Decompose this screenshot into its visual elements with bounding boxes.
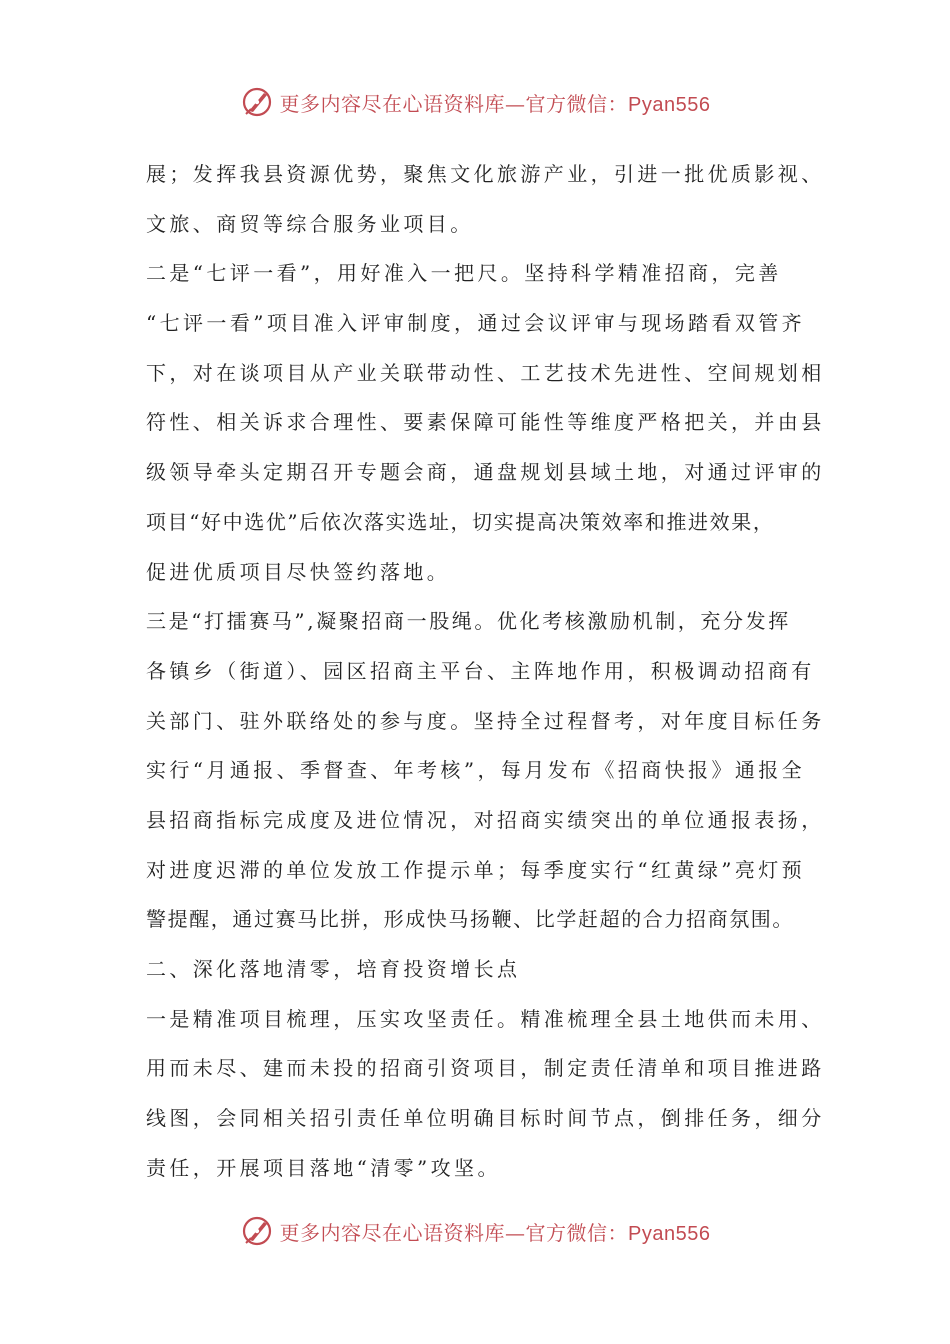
body-line: 展；发挥我县资源优势，聚焦文化旅游产业，引进一批优质影视、	[146, 162, 825, 186]
body-line: 一是精准项目梳理，压实攻坚责任。精准梳理全县土地供而未用、	[146, 1006, 825, 1031]
body-line: 责任，开展项目落地“清零”攻坚。	[146, 1155, 501, 1180]
quill-pen-logo-icon	[240, 1214, 274, 1248]
body-line: 县招商指标完成度及进位情况，对招商实绩突出的单位通报表扬，	[146, 807, 825, 832]
body-line: 促进优质项目尽快签约落地。	[146, 559, 451, 584]
body-line: 线图，会同相关招引责任单位明确目标时间节点，倒排任务，细分	[146, 1106, 825, 1131]
body-line: “七评一看”项目准入评审制度，通过会议评审与现场踏看双管齐	[146, 311, 806, 336]
header-banner	[0, 82, 950, 122]
body-line: 下，对在谈项目从产业关联带动性、工艺技术先进性、空间规划相	[146, 360, 825, 385]
body-line: 三是“打擂赛马”,凝聚招商一股绳。优化考核激励机制，充分发挥	[146, 609, 791, 634]
body-line: 用而未尽、建而未投的招商引资项目，制定责任清单和项目推进路	[146, 1056, 825, 1081]
body-line: 文旅、商贸等综合服务业项目。	[146, 211, 474, 236]
footer-banner	[0, 1211, 950, 1251]
body-line: 级领导牵头定期召开专题会商，通盘规划县域土地，对通过评审的	[146, 460, 825, 485]
section-heading: 二、深化落地清零，培育投资增长点	[146, 957, 521, 981]
body-line: 二是“七评一看”，用好准入一把尺。坚持科学精准招商，完善	[146, 261, 782, 286]
quill-pen-logo-icon	[240, 85, 274, 119]
body-line: 对进度迟滞的单位发放工作提示单；每季度实行“红黄绿”亮灯预	[146, 857, 806, 882]
banner-text: 更多内容尽在心语资料库—官方微信：Pyan556	[279, 1220, 711, 1245]
body-line: 符性、相关诉求合理性、要素保障可能性等维度严格把关，并由县	[146, 410, 825, 435]
body-line: 警提醒，通过赛马比拼，形成快马扬鞭、比学赶超的合力招商氛围。	[146, 907, 794, 932]
body-line: 项目“好中选优”后依次落实选址，切实提高决策效率和推进效果，	[146, 509, 775, 534]
body-line: 实行“月通报、季督查、年考核”，每月发布《招商快报》通报全	[146, 758, 806, 783]
banner-text: 更多内容尽在心语资料库—官方微信：Pyan556	[279, 91, 711, 116]
document-body	[146, 150, 825, 1193]
body-line: 各镇乡（街道）、园区招商主平台、主阵地作用，积极调动招商有	[146, 658, 815, 683]
wechat-id: Pyan556	[628, 1222, 711, 1245]
wechat-id: Pyan556	[628, 93, 711, 116]
body-line: 关部门、驻外联络处的参与度。坚持全过程督考，对年度目标任务	[146, 708, 825, 733]
